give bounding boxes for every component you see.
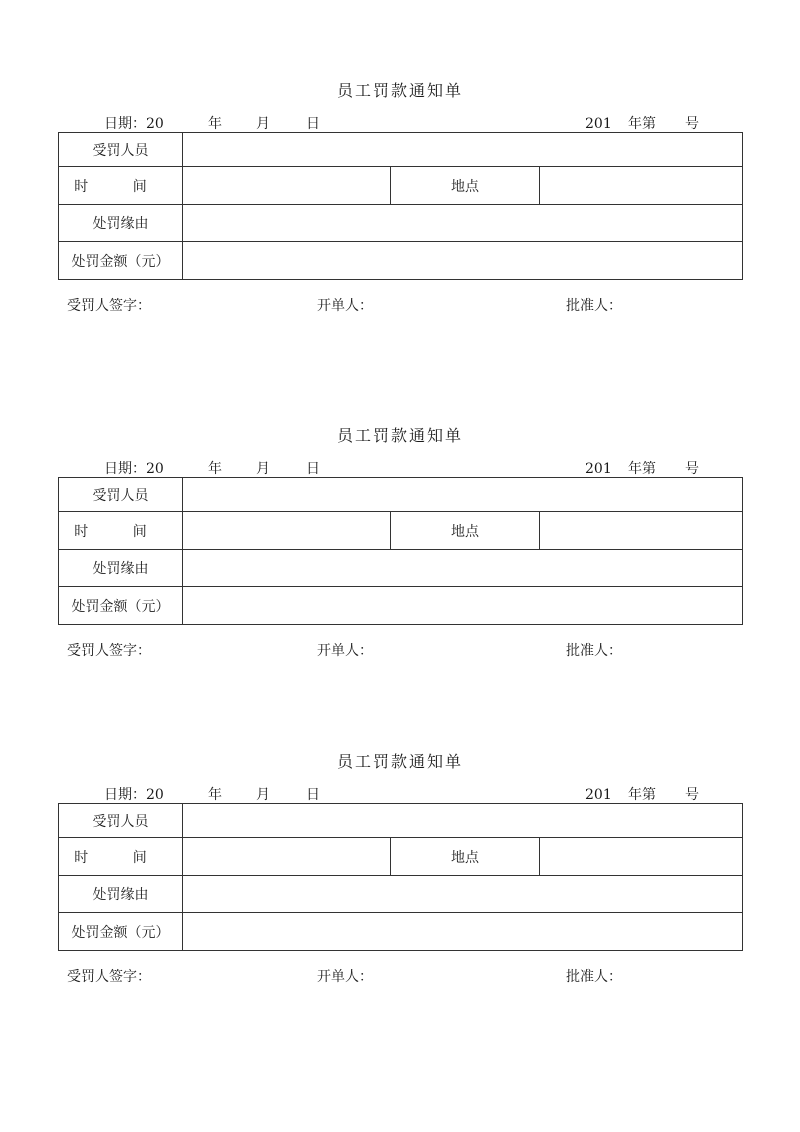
fine-notice-form-1 (0, 81, 800, 341)
year-label: 年 (208, 116, 222, 132)
table-row (59, 838, 743, 876)
amount-field[interactable] (183, 913, 743, 951)
recipient-signature-label: 受罚人签字： (67, 298, 151, 314)
recipient-signature-label: 受罚人签字： (67, 643, 151, 659)
signature-line (0, 642, 800, 660)
person-label: 受罚人员 (59, 133, 183, 167)
approver-label: 批准人： (566, 643, 622, 659)
approver-label: 批准人： (566, 298, 622, 314)
issuer-label: 开单人： (317, 969, 373, 985)
serial-suffix: 号 (685, 116, 699, 132)
date-line (0, 786, 800, 804)
person-label: 受罚人员 (59, 478, 183, 512)
signature-line (0, 968, 800, 986)
reason-label: 处罚缘由 (59, 550, 183, 587)
month-label: 月 (256, 787, 270, 803)
date-prefix: 日期：20 (104, 787, 164, 803)
time-label: 时 间 (59, 167, 183, 205)
amount-field[interactable] (183, 242, 743, 280)
serial-no-label: 年第 (628, 116, 656, 132)
reason-label: 处罚缘由 (59, 205, 183, 242)
approver-label: 批准人： (566, 969, 622, 985)
time-label: 时 间 (59, 512, 183, 550)
serial-prefix: 201 (585, 461, 612, 477)
date-prefix: 日期：20 (104, 461, 164, 477)
amount-label: 处罚金额（元） (59, 587, 183, 625)
fine-notice-form-3 (0, 752, 800, 1012)
time-field[interactable] (183, 512, 391, 550)
table-row (59, 478, 743, 512)
year-label: 年 (208, 461, 222, 477)
date-prefix: 日期：20 (104, 116, 164, 132)
person-field[interactable] (183, 804, 743, 838)
serial-no-label: 年第 (628, 787, 656, 803)
location-label: 地点 (391, 167, 540, 205)
amount-label: 处罚金额（元） (59, 913, 183, 951)
serial-prefix: 201 (585, 787, 612, 803)
amount-field[interactable] (183, 587, 743, 625)
reason-field[interactable] (183, 876, 743, 913)
form-title: 员工罚款通知单 (336, 752, 463, 771)
signature-line (0, 297, 800, 315)
reason-field[interactable] (183, 205, 743, 242)
person-field[interactable] (183, 478, 743, 512)
location-label: 地点 (391, 838, 540, 876)
table-row (59, 550, 743, 587)
location-label: 地点 (391, 512, 540, 550)
fine-table (58, 803, 743, 951)
issuer-label: 开单人： (317, 298, 373, 314)
recipient-signature-label: 受罚人签字： (67, 969, 151, 985)
person-field[interactable] (183, 133, 743, 167)
location-field[interactable] (540, 838, 743, 876)
table-row (59, 587, 743, 625)
table-row (59, 913, 743, 951)
serial-suffix: 号 (685, 461, 699, 477)
location-field[interactable] (540, 167, 743, 205)
table-row (59, 242, 743, 280)
month-label: 月 (256, 461, 270, 477)
month-label: 月 (256, 116, 270, 132)
reason-field[interactable] (183, 550, 743, 587)
table-row (59, 804, 743, 838)
table-row (59, 512, 743, 550)
table-row (59, 876, 743, 913)
fine-table (58, 132, 743, 280)
fine-notice-form-2 (0, 426, 800, 686)
time-field[interactable] (183, 838, 391, 876)
year-label: 年 (208, 787, 222, 803)
person-label: 受罚人员 (59, 804, 183, 838)
form-title: 员工罚款通知单 (336, 426, 463, 445)
time-label: 时 间 (59, 838, 183, 876)
date-line (0, 460, 800, 478)
time-field[interactable] (183, 167, 391, 205)
table-row (59, 205, 743, 242)
fine-table (58, 477, 743, 625)
serial-prefix: 201 (585, 116, 612, 132)
serial-no-label: 年第 (628, 461, 656, 477)
table-row (59, 133, 743, 167)
table-row (59, 167, 743, 205)
form-title: 员工罚款通知单 (336, 81, 463, 100)
amount-label: 处罚金额（元） (59, 242, 183, 280)
day-label: 日 (306, 116, 320, 132)
date-line (0, 115, 800, 133)
reason-label: 处罚缘由 (59, 876, 183, 913)
serial-suffix: 号 (685, 787, 699, 803)
day-label: 日 (306, 461, 320, 477)
day-label: 日 (306, 787, 320, 803)
issuer-label: 开单人： (317, 643, 373, 659)
location-field[interactable] (540, 512, 743, 550)
